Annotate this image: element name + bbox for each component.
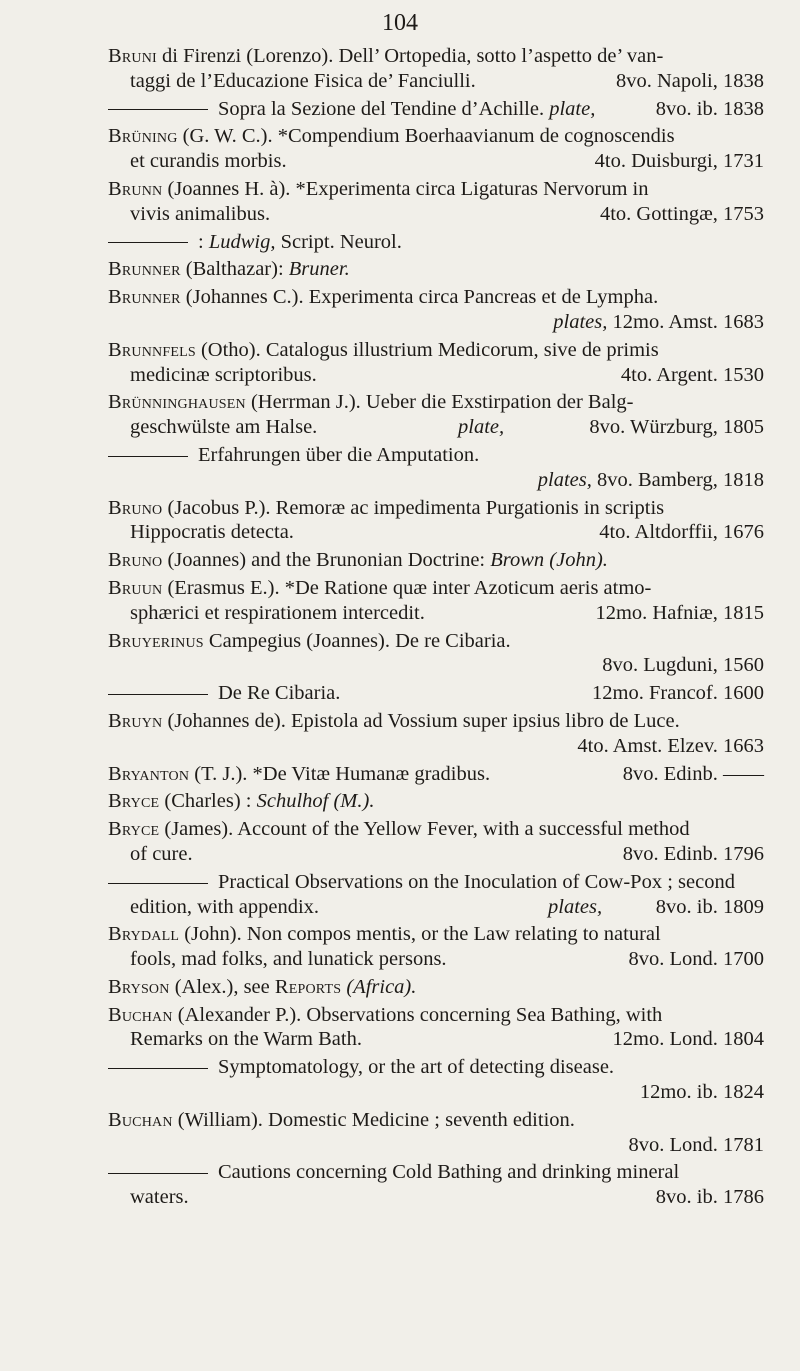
- author-name: Brüning: [108, 125, 178, 148]
- entry-text: :: [198, 230, 209, 253]
- imprint: 8vo. Lugduni, 1560: [602, 654, 764, 677]
- entry-text: taggi de l’Educazione Fisica de’ Fanciulli.: [130, 69, 476, 92]
- bibliography-entry: [108, 1108, 764, 1158]
- bibliography-entry: [108, 681, 764, 706]
- illustration-note: plate,: [549, 97, 596, 120]
- entry-text: (Johannes de). Epistola ad Vossium super ipsius libro de Luce.: [162, 709, 680, 732]
- author-name: Buchan: [108, 1108, 173, 1131]
- author-name: Brunner: [108, 286, 181, 309]
- bibliography-entry: [108, 629, 764, 679]
- author-name: Brunner: [108, 258, 181, 281]
- entry-text: waters.: [130, 1186, 189, 1209]
- entry-text: geschwülste am Halse.: [130, 416, 318, 439]
- entry-text: fools, mad folks, and lunatick persons.: [130, 948, 447, 971]
- entry-text: (T. J.). *De Vitæ Humanæ gradibus.: [189, 762, 491, 785]
- bibliography-entry: [108, 975, 764, 1000]
- bibliography-entry: [108, 1055, 764, 1105]
- illustration-note: plates,: [553, 310, 608, 333]
- author-name: Buchan: [108, 1003, 173, 1026]
- bibliography-entry: [108, 870, 764, 920]
- imprint: 4to. Duisburgi, 1731: [594, 150, 764, 173]
- ditto-rule: [108, 1173, 208, 1174]
- cross-reference: Schulhof (M.).: [256, 790, 375, 813]
- entry-text: medicinæ scriptoribus.: [130, 363, 317, 386]
- cross-reference: (Africa).: [346, 975, 417, 998]
- author-name: Bruyerinus: [108, 629, 204, 652]
- author-name: Bruun: [108, 576, 163, 599]
- entry-text: (Alexander P.). Observations concerning Sea Bathing, with: [172, 1003, 663, 1026]
- author-name: Bruyn: [108, 709, 163, 732]
- ditto-rule: [108, 1068, 208, 1069]
- entry-text: (Johannes C.). Experimenta circa Pancreas et de Lympha.: [180, 286, 659, 309]
- entry-text: Hippocratis detecta.: [130, 521, 294, 544]
- bibliography-entry: [108, 1003, 764, 1053]
- imprint: 12mo. ib. 1824: [639, 1081, 764, 1104]
- bibliography-list: [108, 44, 764, 1213]
- bibliography-entry: [108, 257, 764, 282]
- cross-reference: Ludwig,: [208, 230, 276, 253]
- entry-text: Remarks on the Warm Bath.: [130, 1028, 362, 1051]
- bibliography-entry: [108, 576, 764, 626]
- bibliography-entry: [108, 762, 764, 787]
- imprint: 8vo. Edinb. ——: [622, 762, 764, 785]
- entry-text: Sopra la Sezione del Tendine d’Achille.: [218, 97, 545, 120]
- ditto-rule: [108, 109, 208, 110]
- bibliography-entry: [108, 390, 764, 440]
- bibliography-entry: [108, 709, 764, 759]
- cross-reference: Bruner.: [288, 258, 350, 281]
- entry-text: (Jacobus P.). Remoræ ac impedimenta Purgationis in scriptis: [162, 496, 665, 519]
- ditto-rule: [108, 456, 188, 457]
- entry-text: Practical Observations on the Inoculation of Cow-Pox ; second: [218, 870, 735, 893]
- bibliography-entry: [108, 789, 764, 814]
- entry-text: (Joannes H. à). *Experimenta circa Ligaturas Nervorum in: [162, 177, 649, 200]
- entry-text: (Erasmus E.). *De Ratione quæ inter Azoticum aeris atmo-: [162, 576, 652, 599]
- imprint: 8vo. Bamberg, 1818: [596, 468, 764, 491]
- imprint: 4to. Argent. 1530: [620, 363, 764, 386]
- imprint: 8vo. Napoli, 1838: [615, 69, 764, 92]
- entry-text: (John). Non compos mentis, or the Law relating to natural: [179, 923, 661, 946]
- imprint: 12mo. Hafniæ, 1815: [595, 601, 764, 624]
- illustration-note: plate,: [458, 416, 505, 439]
- imprint: 4to. Altdorffii, 1676: [599, 521, 764, 544]
- bibliography-entry: [108, 44, 764, 94]
- imprint: 8vo. Lond. 1700: [628, 948, 764, 971]
- entry-text: Script. Neurol.: [275, 230, 402, 253]
- entry-text: Campegius (Joannes). De re Cibaria.: [203, 629, 511, 652]
- imprint: 12mo. Amst. 1683: [612, 310, 764, 333]
- author-name: Bryson: [108, 975, 170, 998]
- author-name: Bryanton: [108, 762, 190, 785]
- author-name: Bryce: [108, 818, 160, 841]
- author-name: Bruni: [108, 45, 157, 67]
- bibliography-entry: [108, 548, 764, 573]
- author-name: Bryce: [108, 790, 160, 813]
- ditto-rule: [108, 242, 188, 243]
- entry-text: Erfahrungen über die Amputation.: [198, 443, 480, 466]
- bibliography-entry: [108, 230, 764, 255]
- bibliography-entry: [108, 922, 764, 972]
- entry-text: (Balthazar):: [180, 258, 289, 281]
- ditto-rule: [108, 694, 208, 695]
- bibliography-entry: [108, 496, 764, 546]
- bibliography-entry: [108, 97, 764, 122]
- entry-text: sphærici et respirationem intercedit.: [130, 601, 425, 624]
- bibliography-entry: [108, 285, 764, 335]
- entry-text: (Joannes) and the Brunonian Doctrine:: [162, 549, 491, 572]
- illustration-note: plates,: [537, 468, 592, 491]
- bibliography-entry: [108, 817, 764, 867]
- author-name: Brydall: [108, 923, 180, 946]
- imprint: 8vo. ib. 1809: [655, 895, 764, 918]
- bibliography-entry: [108, 443, 764, 493]
- bibliography-entry: [108, 177, 764, 227]
- entry-text: (Otho). Catalogus illustrium Medicorum, sive de primis: [195, 338, 659, 361]
- entry-text: (G. W. C.). *Compendium Boerhaavianum de cognoscendis: [177, 125, 675, 148]
- author-name: Brunn: [108, 177, 163, 200]
- entry-text: di Firenzi (Lorenzo). Dell’ Ortopedia, sotto l’aspetto de’ van-: [156, 45, 664, 67]
- illustration-note: plates,: [548, 895, 603, 918]
- cross-reference: Brown (John).: [490, 549, 608, 572]
- author-name: Bruno: [108, 496, 163, 519]
- bibliography-entry: [108, 124, 764, 174]
- author-name: Bruno: [108, 549, 163, 572]
- page-number: 104: [382, 10, 418, 36]
- entry-text: et curandis morbis.: [130, 150, 287, 173]
- imprint: 8vo. ib. 1838: [655, 97, 764, 120]
- imprint: 8vo. Edinb. 1796: [622, 842, 764, 865]
- entry-text: (Alex.), see: [169, 975, 275, 998]
- entry-text: vivis animalibus.: [130, 202, 271, 225]
- entry-text: Symptomatology, or the art of detecting disease.: [218, 1056, 615, 1079]
- bibliography-entry: [108, 1160, 764, 1210]
- imprint: 12mo. Lond. 1804: [612, 1028, 764, 1051]
- bibliography-entry: [108, 338, 764, 388]
- imprint: 8vo. Würzburg, 1805: [589, 416, 764, 439]
- ditto-rule: [108, 883, 208, 884]
- entry-text: of cure.: [130, 842, 193, 865]
- entry-text: Cautions concerning Cold Bathing and drinking mineral: [218, 1161, 680, 1184]
- author-name: Brünninghausen: [108, 391, 246, 414]
- imprint: 8vo. Lond. 1781: [628, 1133, 764, 1156]
- entry-text: (James). Account of the Yellow Fever, with a successful method: [159, 818, 690, 841]
- imprint: 8vo. ib. 1786: [655, 1186, 764, 1209]
- imprint: 4to. Gottingæ, 1753: [599, 202, 764, 225]
- author-name: Brunnfels: [108, 338, 196, 361]
- entry-text: (Charles) :: [159, 790, 257, 813]
- entry-text: (William). Domestic Medicine ; seventh edition.: [172, 1108, 575, 1131]
- entry-text: edition, with appendix.: [130, 895, 320, 918]
- entry-text: De Re Cibaria.: [218, 682, 341, 705]
- cross-reference-heading: Reports: [274, 975, 342, 998]
- entry-text: (Herrman J.). Ueber die Exstirpation der Balg-: [245, 391, 634, 414]
- imprint: 12mo. Francof. 1600: [592, 682, 764, 705]
- imprint: 4to. Amst. Elzev. 1663: [577, 734, 764, 757]
